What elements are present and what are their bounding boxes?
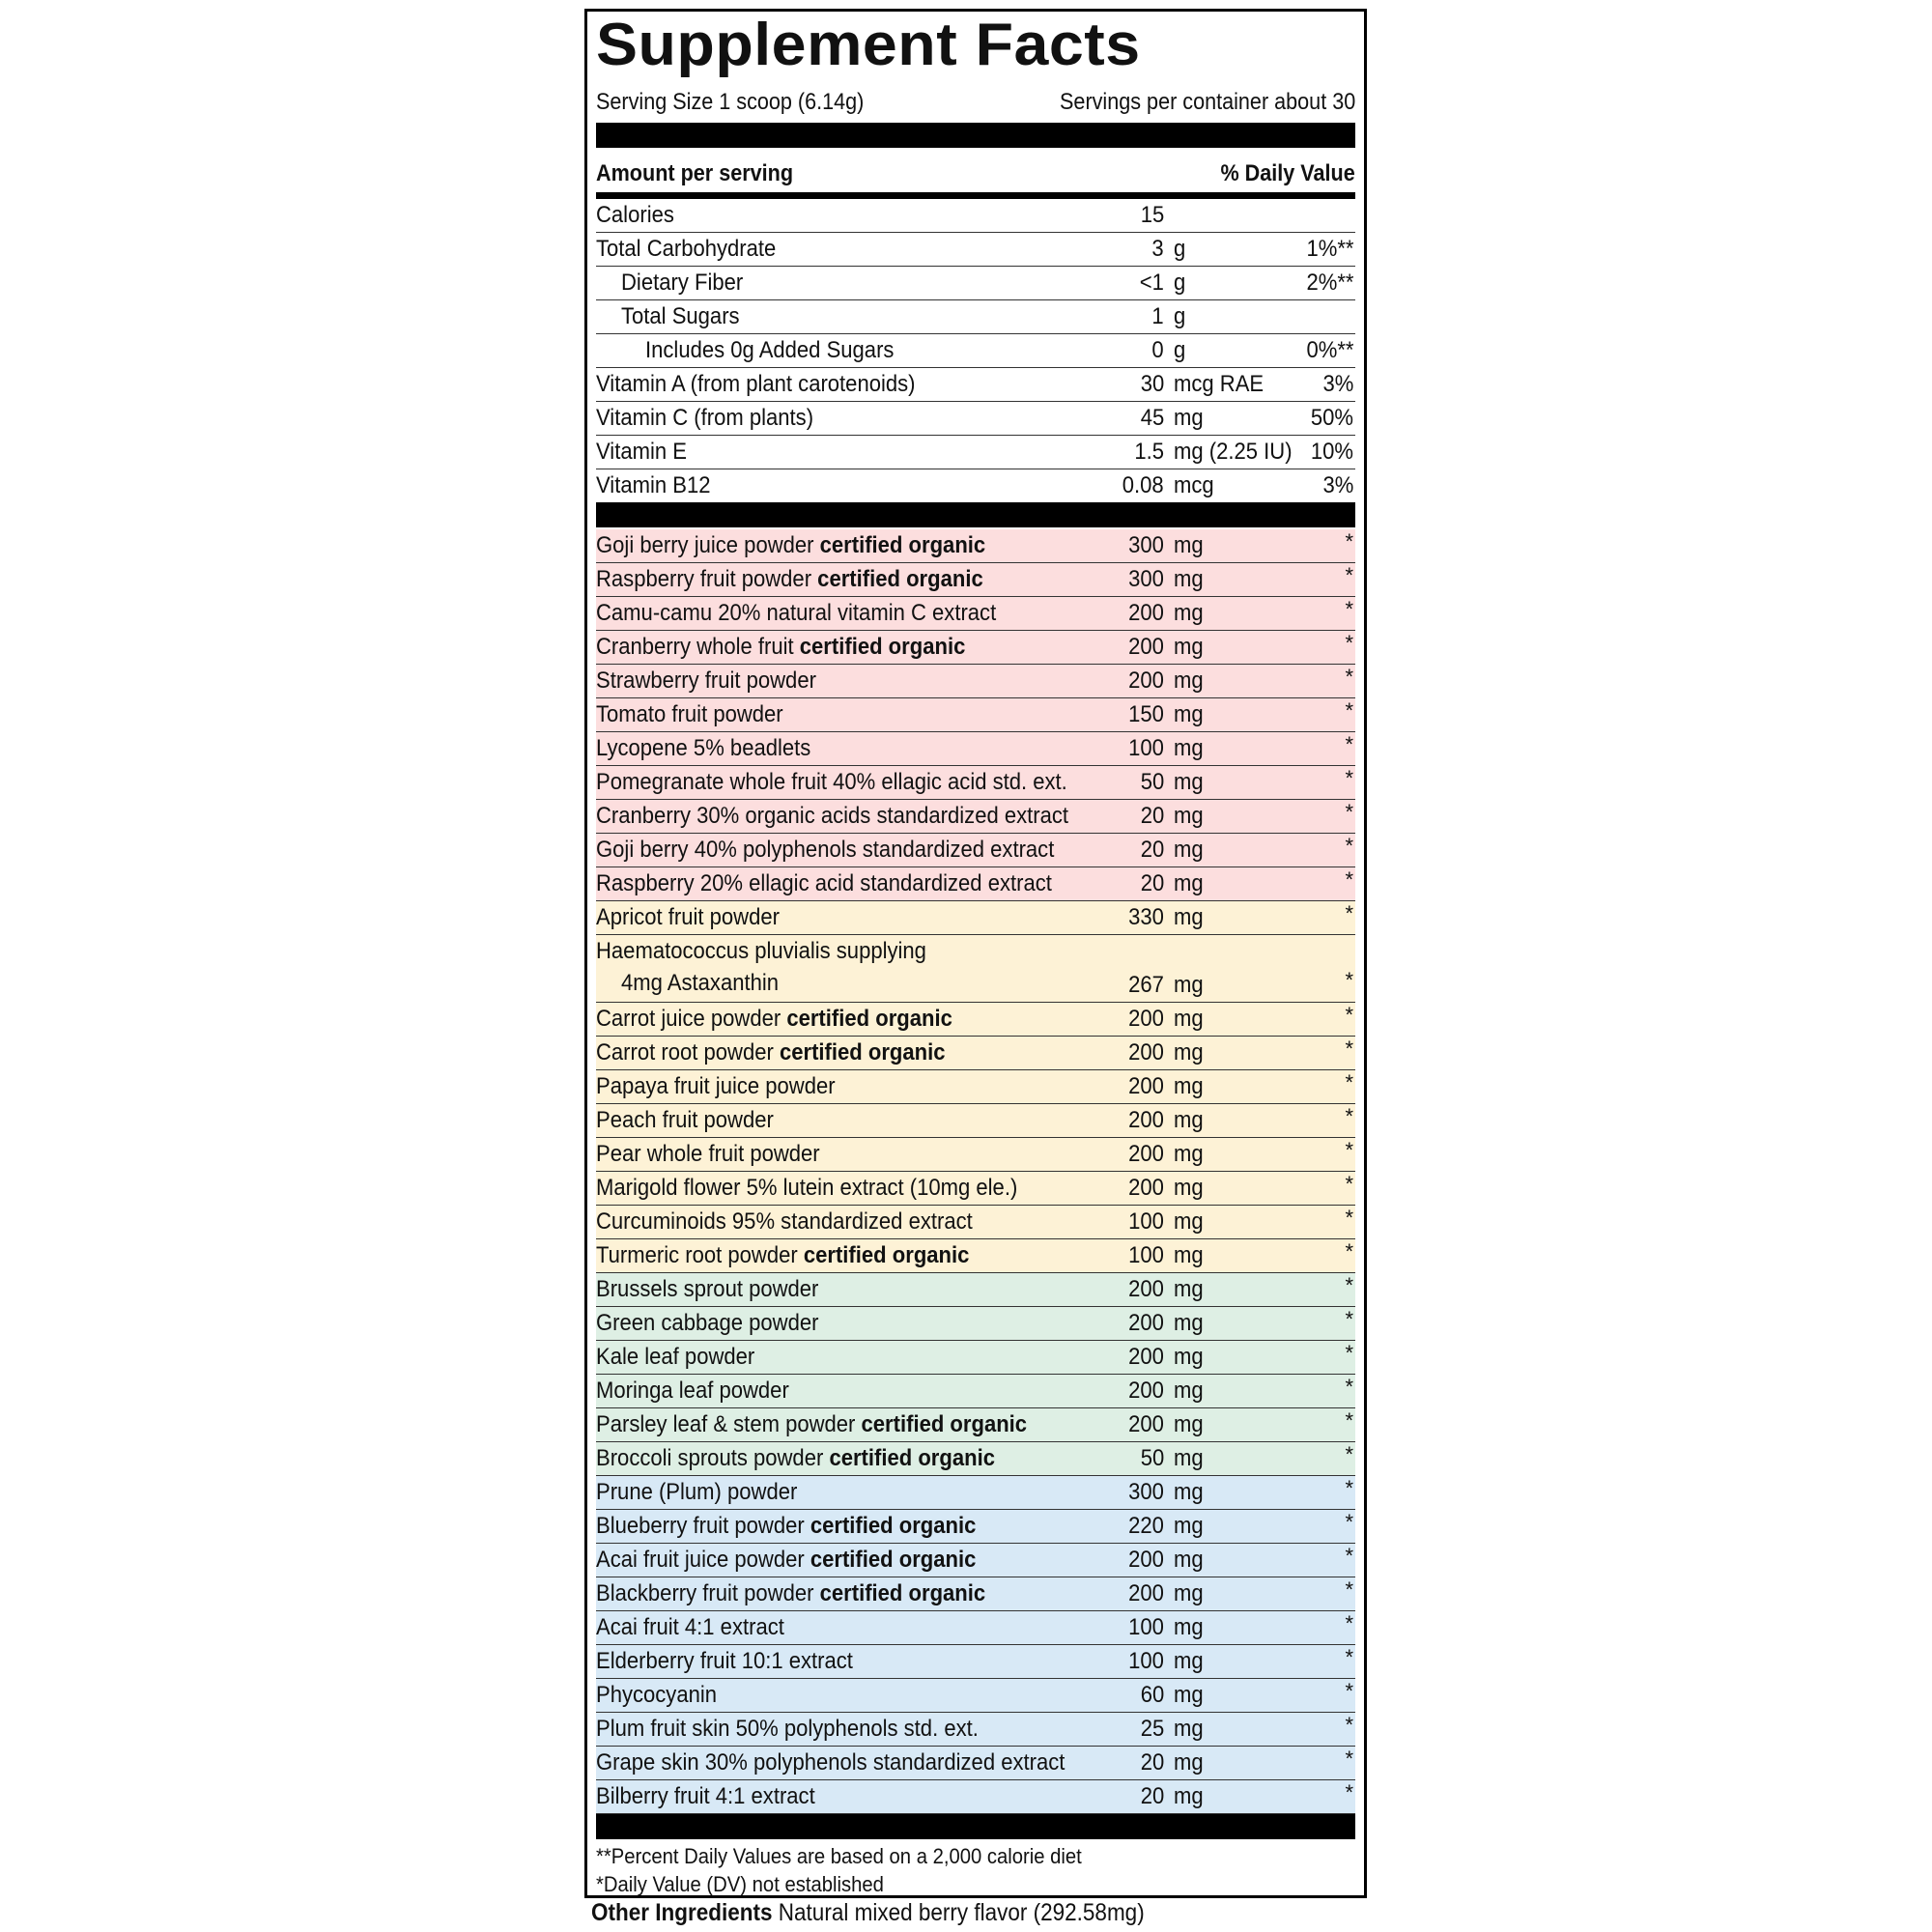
ingredient-name-text: Plum fruit skin 50% polyphenols std. ext. (596, 1716, 979, 1742)
ingredient-name (596, 1107, 774, 1134)
ingredient-name-text: Strawberry fruit powder (596, 668, 816, 694)
ingredient-daily-value: * (1345, 529, 1353, 554)
ingredient-amount: 200 (1128, 1039, 1164, 1065)
ingredient-daily-value: * (1345, 1239, 1353, 1264)
ingredient-row (596, 563, 1355, 597)
ingredient-row (596, 631, 1355, 665)
ingredient-name-text: Goji berry 40% polyphenols standardized extract (596, 837, 1055, 863)
ingredient-unit: mg (1174, 1682, 1204, 1708)
ingredient-amount: 50 (1140, 1445, 1164, 1471)
thick-divider-top (596, 123, 1355, 148)
ingredient-row (596, 1003, 1355, 1037)
ingredient-daily-value: * (1345, 1206, 1353, 1230)
ingredient-unit: mg (1174, 972, 1204, 998)
ingredient-amount: 330 (1128, 904, 1164, 930)
ingredient-daily-value: * (1345, 1104, 1353, 1128)
nutrient-amount: 1.5 (1134, 439, 1164, 465)
certified-organic-tag: certified organic (810, 1513, 977, 1539)
ingredient-daily-value: * (1345, 665, 1353, 689)
ingredient-amount: 20 (1140, 837, 1164, 863)
ingredient-name (596, 1614, 784, 1641)
ingredient-amount: 200 (1128, 1310, 1164, 1336)
ingredient-name (596, 532, 985, 559)
ingredient-name (596, 904, 780, 931)
ingredient-name (596, 1411, 1027, 1438)
ingredient-name (596, 803, 1068, 830)
nutrient-name: Vitamin B12 (596, 472, 711, 498)
ingredient-daily-value: * (1345, 1577, 1353, 1602)
certified-organic-tag: certified organic (810, 1547, 977, 1573)
ingredient-name (596, 1242, 969, 1269)
ingredient-amount: 200 (1128, 1175, 1164, 1201)
ingredient-amount: 200 (1128, 600, 1164, 626)
ingredient-daily-value: * (1345, 1273, 1353, 1297)
certified-organic-tag: certified organic (829, 1445, 995, 1471)
ingredient-name (596, 870, 1052, 897)
ingredient-unit: mg (1174, 634, 1204, 660)
nutrient-unit: mcg RAE (1174, 371, 1264, 397)
ingredient-amount: 200 (1128, 1073, 1164, 1099)
ingredient-name (596, 1580, 985, 1607)
ingredient-unit: mg (1174, 1242, 1204, 1268)
ingredient-daily-value: * (1345, 1780, 1353, 1804)
ingredient-name-text: Curcuminoids 95% standardized extract (596, 1208, 973, 1235)
ingredient-row (596, 1645, 1355, 1679)
ingredient-unit: mg (1174, 1141, 1204, 1167)
ingredient-row (596, 1206, 1355, 1239)
ingredient-row (596, 935, 1355, 1003)
ingredient-unit: mg (1174, 837, 1204, 863)
ingredient-unit: mg (1174, 1039, 1204, 1065)
ingredient-row (596, 867, 1355, 901)
nutrient-name: Includes 0g Added Sugars (645, 337, 895, 363)
ingredient-row (596, 1713, 1355, 1747)
ingredient-unit: mg (1174, 735, 1204, 761)
ingredient-daily-value: * (1345, 698, 1353, 723)
ingredient-row (596, 1780, 1355, 1814)
ingredient-unit: mg (1174, 803, 1204, 829)
ingredient-name-text: Moringa leaf powder (596, 1378, 789, 1404)
ingredient-unit: mg (1174, 1513, 1204, 1539)
ingredient-amount: 50 (1140, 769, 1164, 795)
ingredient-row (596, 1476, 1355, 1510)
ingredient-name (596, 938, 926, 965)
nutrient-amount: 1 (1151, 303, 1164, 329)
ingredient-daily-value: * (1345, 563, 1353, 587)
thick-divider-bottom (596, 1814, 1355, 1839)
ingredient-daily-value: * (1345, 834, 1353, 858)
ingredient-name (596, 634, 965, 661)
ingredient-row (596, 1172, 1355, 1206)
ingredient-unit: mg (1174, 1175, 1204, 1201)
ingredient-amount: 220 (1128, 1513, 1164, 1539)
nutrient-row (596, 233, 1355, 267)
ingredient-unit: mg (1174, 1006, 1204, 1032)
ingredient-daily-value: * (1345, 1408, 1353, 1433)
ingredient-name-text: Phycocyanin (596, 1682, 718, 1708)
panel-title: Supplement Facts (596, 12, 1141, 78)
ingredient-name-text: Haematococcus pluvialis supplying (596, 938, 926, 964)
ingredient-name (596, 1716, 979, 1743)
ingredient-name (596, 1208, 973, 1236)
ingredient-name (596, 1648, 853, 1675)
ingredient-unit: mg (1174, 1208, 1204, 1235)
ingredient-name (596, 1513, 976, 1540)
ingredient-unit: mg (1174, 1614, 1204, 1640)
ingredient-name-text: Pomegranate whole fruit 40% ellagic acid std. ext. (596, 769, 1067, 795)
column-header (596, 158, 1355, 191)
ingredient-row (596, 1037, 1355, 1070)
ingredient-name-text: Acai fruit juice powder (596, 1547, 805, 1573)
nutrient-unit: mg (1174, 405, 1204, 431)
ingredient-unit: mg (1174, 1378, 1204, 1404)
footnote-percent-dv: **Percent Daily Values are based on a 2,000 calorie diet (596, 1844, 1082, 1868)
ingredient-name-text: Blueberry fruit powder (596, 1513, 805, 1539)
divider-under-header (596, 192, 1355, 199)
ingredient-unit: mg (1174, 769, 1204, 795)
ingredient-unit: mg (1174, 1445, 1204, 1471)
ingredient-amount: 300 (1128, 532, 1164, 558)
ingredient-row (596, 1341, 1355, 1375)
ingredient-daily-value: * (1345, 1713, 1353, 1737)
ingredient-row (596, 901, 1355, 935)
ingredient-name-text: Raspberry 20% ellagic acid standardized extract (596, 870, 1052, 896)
ingredient-daily-value: * (1345, 1645, 1353, 1669)
ingredient-amount: 200 (1128, 1107, 1164, 1133)
ingredient-amount: 200 (1128, 634, 1164, 660)
ingredient-unit: mg (1174, 1276, 1204, 1302)
ingredient-daily-value: * (1345, 1679, 1353, 1703)
ingredient-daily-value: * (1345, 732, 1353, 756)
certified-organic-tag: certified organic (817, 566, 983, 592)
ingredient-name (596, 1479, 797, 1506)
certified-organic-tag: certified organic (786, 1006, 952, 1032)
ingredient-name (596, 1276, 818, 1303)
other-ingredients-text: Natural mixed berry flavor (292.58mg) (778, 1899, 1145, 1926)
nutrient-name: Total Sugars (621, 303, 740, 329)
ingredient-amount: 25 (1140, 1716, 1164, 1742)
ingredient-amount: 100 (1128, 1648, 1164, 1674)
amount-per-serving-header: Amount per serving (596, 160, 794, 186)
nutrient-amount: <1 (1139, 270, 1164, 296)
nutrient-amount: 30 (1140, 371, 1164, 397)
ingredient-row (596, 665, 1355, 698)
ingredient-row (596, 834, 1355, 867)
footnote-dv-not-established: *Daily Value (DV) not established (596, 1872, 884, 1896)
ingredient-unit: mg (1174, 668, 1204, 694)
ingredient-amount: 200 (1128, 1141, 1164, 1167)
ingredient-daily-value: * (1345, 1611, 1353, 1635)
ingredient-name-text: Turmeric root powder (596, 1242, 798, 1268)
ingredient-name-text: Acai fruit 4:1 extract (596, 1614, 784, 1640)
ingredient-amount: 20 (1140, 1783, 1164, 1809)
ingredient-name-line2: 4mg Astaxanthin (621, 970, 780, 996)
ingredient-daily-value: * (1345, 1442, 1353, 1466)
ingredient-row (596, 1611, 1355, 1645)
ingredient-unit: mg (1174, 1310, 1204, 1336)
ingredient-amount: 20 (1140, 870, 1164, 896)
ingredient-daily-value: * (1345, 1037, 1353, 1061)
ingredient-daily-value: * (1345, 1070, 1353, 1094)
ingredient-daily-value: * (1345, 1003, 1353, 1027)
certified-organic-tag: certified organic (861, 1411, 1028, 1437)
ingredient-row (596, 1104, 1355, 1138)
ingredient-name-text: Lycopene 5% beadlets (596, 735, 811, 761)
ingredient-amount: 20 (1140, 1749, 1164, 1776)
ingredient-row (596, 1138, 1355, 1172)
nutrient-name: Dietary Fiber (621, 270, 744, 296)
ingredient-daily-value: * (1345, 901, 1353, 925)
ingredient-daily-value: * (1345, 1747, 1353, 1771)
nutrient-unit: g (1174, 236, 1186, 262)
ingredient-name (596, 1141, 820, 1168)
ingredient-name-text: Marigold flower 5% lutein extract (10mg ele.) (596, 1175, 1018, 1201)
nutrient-daily-value: 2%** (1305, 270, 1353, 296)
ingredient-name (596, 600, 996, 627)
nutrient-row (596, 334, 1355, 368)
ingredient-name-text: Cranberry 30% organic acids standardized extract (596, 803, 1069, 829)
ingredient-name-text: Tomato fruit powder (596, 701, 783, 727)
ingredient-row (596, 529, 1355, 563)
ingredient-row (596, 1442, 1355, 1476)
ingredient-name-text: Carrot juice powder (596, 1006, 781, 1032)
ingredient-name (596, 1039, 946, 1066)
nutrient-name: Total Carbohydrate (596, 236, 777, 262)
ingredient-row (596, 1307, 1355, 1341)
ingredient-row (596, 766, 1355, 800)
ingredient-unit: mg (1174, 1344, 1204, 1370)
serving-info (596, 89, 1355, 118)
ingredient-unit: mg (1174, 904, 1204, 930)
ingredient-amount: 100 (1128, 1242, 1164, 1268)
nutrient-daily-value: 3% (1322, 472, 1353, 498)
ingredient-daily-value: * (1345, 1544, 1353, 1568)
ingredient-name-text: Carrot root powder (596, 1039, 774, 1065)
nutrient-unit: g (1174, 303, 1186, 329)
ingredient-unit: mg (1174, 566, 1204, 592)
certified-organic-tag: certified organic (799, 634, 966, 660)
ingredient-unit: mg (1174, 1107, 1204, 1133)
ingredient-unit: mg (1174, 1716, 1204, 1742)
ingredient-name-text: Goji berry juice powder (596, 532, 814, 558)
ingredient-daily-value: * (1345, 597, 1353, 621)
daily-value-header: % Daily Value (1220, 160, 1355, 186)
ingredient-daily-value: * (1345, 1341, 1353, 1365)
ingredient-unit: mg (1174, 1073, 1204, 1099)
ingredient-amount: 60 (1140, 1682, 1164, 1708)
ingredient-row (596, 1577, 1355, 1611)
ingredient-name (596, 1749, 1065, 1776)
nutrient-amount: 0.08 (1122, 472, 1164, 498)
ingredient-name-text: Kale leaf powder (596, 1344, 755, 1370)
ingredient-name (596, 668, 816, 695)
ingredient-row (596, 800, 1355, 834)
nutrient-name: Vitamin C (from plants) (596, 405, 814, 431)
ingredient-row (596, 1510, 1355, 1544)
ingredient-row (596, 1544, 1355, 1577)
nutrient-daily-value: 1%** (1305, 236, 1353, 262)
nutrient-row (596, 300, 1355, 334)
ingredient-amount: 200 (1128, 1344, 1164, 1370)
nutrient-row (596, 436, 1355, 469)
ingredient-amount: 200 (1128, 1580, 1164, 1606)
ingredient-name (596, 1344, 754, 1371)
ingredient-daily-value: * (1345, 631, 1353, 655)
other-ingredients-label: Other Ingredients (591, 1899, 773, 1926)
ingredient-name (596, 1073, 836, 1100)
ingredient-row (596, 1408, 1355, 1442)
ingredient-row (596, 1070, 1355, 1104)
nutrient-row (596, 402, 1355, 436)
ingredient-unit: mg (1174, 600, 1204, 626)
nutrient-row (596, 368, 1355, 402)
ingredient-amount: 20 (1140, 803, 1164, 829)
ingredient-amount: 100 (1128, 1614, 1164, 1640)
nutrient-name: Vitamin E (596, 439, 687, 465)
ingredient-row (596, 597, 1355, 631)
ingredient-name-text: Prune (Plum) powder (596, 1479, 798, 1505)
thick-divider-middle (596, 502, 1355, 527)
ingredient-name-text: Apricot fruit powder (596, 904, 780, 930)
ingredient-daily-value: * (1345, 867, 1353, 892)
ingredient-amount: 300 (1128, 566, 1164, 592)
ingredient-name-text: Raspberry fruit powder (596, 566, 812, 592)
ingredient-unit: mg (1174, 532, 1204, 558)
nutrient-unit: mcg (1174, 472, 1214, 498)
certified-organic-tag: certified organic (819, 532, 986, 558)
ingredient-name-text: Cranberry whole fruit (596, 634, 794, 660)
ingredient-name-text: Green cabbage powder (596, 1310, 819, 1336)
ingredient-amount: 200 (1128, 1411, 1164, 1437)
serving-size: Serving Size 1 scoop (6.14g) (596, 89, 865, 115)
ingredient-unit: mg (1174, 1648, 1204, 1674)
ingredient-name (596, 1006, 952, 1033)
ingredient-rows (596, 529, 1355, 1814)
ingredient-name-text: Grape skin 30% polyphenols standardized extract (596, 1749, 1065, 1776)
nutrient-amount: 3 (1151, 236, 1164, 262)
ingredient-unit: mg (1174, 1783, 1204, 1809)
nutrient-daily-value: 50% (1310, 405, 1353, 431)
certified-organic-tag: certified organic (779, 1039, 946, 1065)
ingredient-name (596, 1682, 717, 1709)
ingredient-name (596, 1783, 815, 1810)
ingredient-row (596, 1679, 1355, 1713)
nutrient-name: Calories (596, 202, 674, 228)
ingredient-amount: 300 (1128, 1479, 1164, 1505)
ingredient-unit: mg (1174, 1479, 1204, 1505)
ingredient-row (596, 732, 1355, 766)
ingredient-unit: mg (1174, 1749, 1204, 1776)
ingredient-daily-value: * (1345, 1138, 1353, 1162)
ingredient-amount: 100 (1128, 1208, 1164, 1235)
nutrient-daily-value: 3% (1322, 371, 1353, 397)
ingredient-amount: 150 (1128, 701, 1164, 727)
ingredient-row (596, 1273, 1355, 1307)
certified-organic-tag: certified organic (803, 1242, 970, 1268)
ingredient-unit: mg (1174, 870, 1204, 896)
ingredient-name-text: Bilberry fruit 4:1 extract (596, 1783, 815, 1809)
nutrient-row (596, 469, 1355, 503)
other-ingredients (591, 1899, 1145, 1927)
nutrient-unit: g (1174, 337, 1186, 363)
ingredient-name (596, 1310, 818, 1337)
ingredient-name-text: Broccoli sprouts powder (596, 1445, 824, 1471)
ingredient-amount: 200 (1128, 1276, 1164, 1302)
ingredient-name-text: Brussels sprout powder (596, 1276, 819, 1302)
ingredient-row (596, 1375, 1355, 1408)
nutrient-name: Vitamin A (from plant carotenoids) (596, 371, 916, 397)
nutrient-amount: 45 (1140, 405, 1164, 431)
nutrient-daily-value: 10% (1310, 439, 1353, 465)
ingredient-daily-value: * (1345, 968, 1353, 992)
nutrient-row (596, 199, 1355, 233)
nutrient-unit: g (1174, 270, 1186, 296)
ingredient-row (596, 698, 1355, 732)
ingredient-row (596, 1239, 1355, 1273)
servings-per-container: Servings per container about 30 (1059, 89, 1355, 115)
ingredient-amount: 200 (1128, 668, 1164, 694)
nutrient-rows (596, 199, 1355, 503)
ingredient-name-text: Papaya fruit juice powder (596, 1073, 836, 1099)
nutrient-row (596, 267, 1355, 300)
ingredient-amount: 100 (1128, 735, 1164, 761)
ingredient-name-text: Peach fruit powder (596, 1107, 774, 1133)
ingredient-unit: mg (1174, 1411, 1204, 1437)
ingredient-name (596, 701, 783, 728)
nutrient-amount: 0 (1151, 337, 1164, 363)
ingredient-name (596, 1547, 976, 1574)
ingredient-unit: mg (1174, 1547, 1204, 1573)
ingredient-daily-value: * (1345, 1510, 1353, 1534)
ingredient-name (596, 837, 1054, 864)
ingredient-amount: 200 (1128, 1547, 1164, 1573)
ingredient-daily-value: * (1345, 1375, 1353, 1399)
ingredient-unit: mg (1174, 1580, 1204, 1606)
ingredient-name (596, 566, 983, 593)
ingredient-name-text: Parsley leaf & stem powder (596, 1411, 856, 1437)
ingredient-daily-value: * (1345, 1476, 1353, 1500)
nutrient-daily-value: 0%** (1305, 337, 1353, 363)
ingredient-name-text: Camu-camu 20% natural vitamin C extract (596, 600, 997, 626)
ingredient-name (596, 769, 1067, 796)
ingredient-name (596, 735, 810, 762)
ingredient-daily-value: * (1345, 1172, 1353, 1196)
ingredient-name-text: Elderberry fruit 10:1 extract (596, 1648, 853, 1674)
ingredient-name (596, 1175, 1017, 1202)
ingredient-amount: 267 (1128, 972, 1164, 998)
ingredient-name-text: Pear whole fruit powder (596, 1141, 820, 1167)
ingredient-daily-value: * (1345, 766, 1353, 790)
certified-organic-tag: certified organic (819, 1580, 986, 1606)
ingredient-daily-value: * (1345, 800, 1353, 824)
ingredient-row (596, 1747, 1355, 1780)
ingredient-amount: 200 (1128, 1378, 1164, 1404)
ingredient-name (596, 1445, 995, 1472)
ingredient-name-text: Blackberry fruit powder (596, 1580, 814, 1606)
ingredient-amount: 200 (1128, 1006, 1164, 1032)
ingredient-daily-value: * (1345, 1307, 1353, 1331)
nutrient-unit: mg (2.25 IU) (1174, 439, 1293, 465)
supplement-facts-panel (584, 9, 1367, 1898)
nutrient-amount: 15 (1140, 202, 1164, 228)
ingredient-unit: mg (1174, 701, 1204, 727)
ingredient-name (596, 1378, 789, 1405)
